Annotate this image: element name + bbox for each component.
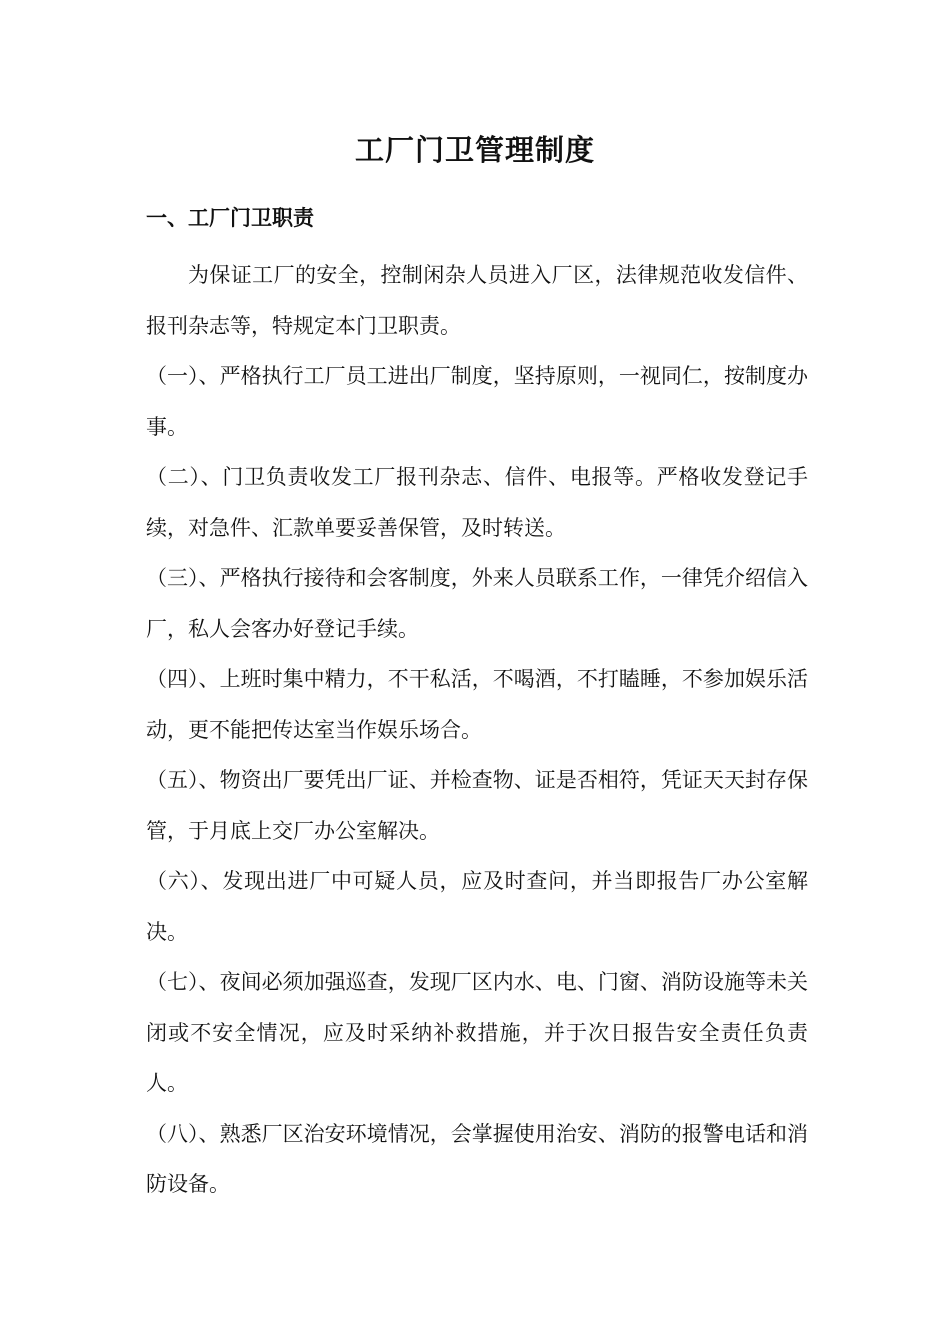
duty-item-2: （二）、门卫负责收发工厂报刊杂志、信件、电报等。严格收发登记手续，对急件、汇款单要妥善保管，及时转送。 xyxy=(146,465,808,540)
document-title: 工厂门卫管理制度 xyxy=(354,133,595,167)
duty-item-7: （七）、夜间必须加强巡查，发现厂区内水、电、门窗、消防设施等未关闭或不安全情况，应及时采纳补救措施，并于次日报告安全责任负责人。 xyxy=(146,970,808,1095)
document-body xyxy=(146,250,808,1210)
intro-paragraph: 为保证工厂的安全，控制闲杂人员进入厂区，法律规范收发信件、报刊杂志等，特规定本门卫职责。 xyxy=(146,263,808,338)
duty-item-1: （一）、严格执行工厂员工进出厂制度，坚持原则，一视同仁，按制度办事。 xyxy=(146,364,808,439)
section-heading: 一、工厂门卫职责 xyxy=(146,205,314,230)
duty-item-5: （五）、物资出厂要凭出厂证、并检查物、证是否相符，凭证天天封存保管，于月底上交厂办公室解决。 xyxy=(146,768,808,843)
duty-item-3: （三）、严格执行接待和会客制度，外来人员联系工作，一律凭介绍信入厂，私人会客办好登记手续。 xyxy=(146,566,808,641)
duty-item-8: （八）、熟悉厂区治安环境情况，会掌握使用治安、消防的报警电话和消防设备。 xyxy=(146,1121,808,1196)
duty-item-4: （四）、上班时集中精力，不干私活，不喝酒，不打瞌睡，不参加娱乐活动，更不能把传达室当作娱乐场合。 xyxy=(146,667,808,742)
duty-item-6: （六）、发现出进厂中可疑人员，应及时查问，并当即报告厂办公室解决。 xyxy=(146,869,808,944)
